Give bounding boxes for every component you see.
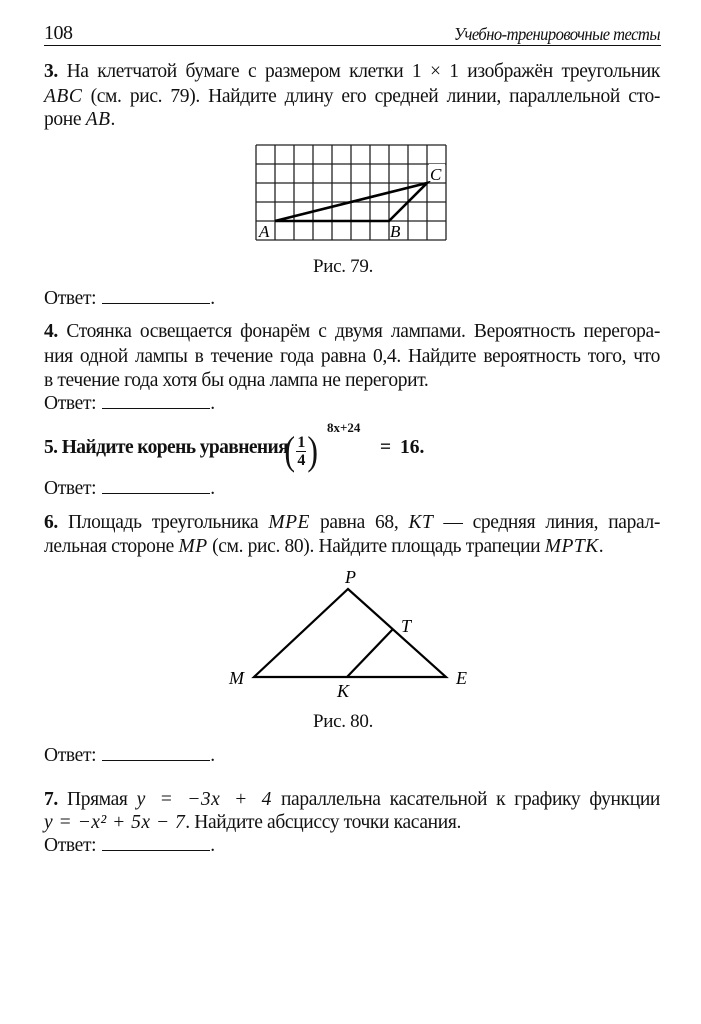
problem-number: 6.	[44, 512, 58, 533]
figure-80-triangle	[220, 560, 480, 705]
problem-3-line-3: роне AB.	[44, 109, 116, 130]
answer-line-3: Ответ: .	[44, 288, 215, 309]
problem-number: 4.	[44, 321, 58, 342]
problem-number: 7.	[44, 789, 58, 810]
problem-4-line-2: ния одной лампы в течение года равна 0,4. Найдите вероятность того, что	[44, 346, 660, 367]
problem-number: 5.	[44, 437, 58, 458]
midline-kt	[347, 629, 393, 677]
label-c: C	[430, 165, 442, 184]
figure-79-grid	[250, 140, 455, 250]
problem-6-line-2: лельная стороне MP (см. рис. 80). Найдите площадь трапеции MPTK.	[44, 536, 604, 557]
header-rule	[44, 45, 661, 46]
equation-exponent: 8x+24	[327, 420, 361, 435]
answer-line-7: Ответ: .	[44, 835, 215, 856]
answer-line-5: Ответ: .	[44, 478, 215, 499]
answer-line-4: Ответ: .	[44, 393, 215, 414]
problem-4-line-3: в течение года хотя бы одна лампа не перегорит.	[44, 370, 429, 391]
label-k: K	[337, 681, 350, 701]
label-p: P	[345, 567, 356, 587]
answer-blank-4[interactable]	[102, 392, 210, 409]
label-a: A	[259, 222, 270, 241]
problem-5-line-1: 5. Найдите корень уравнения	[44, 437, 289, 458]
figure-80-caption: Рис. 80.	[313, 711, 374, 732]
answer-line-6: Ответ: .	[44, 745, 215, 766]
answer-blank-6[interactable]	[102, 744, 210, 761]
problem-6-line-1: 6. Площадь треугольника MPE равна 68, KT — средняя линия, парал-	[44, 512, 660, 533]
equation-base: ( $\frac{1}{4}$ )	[284, 428, 319, 473]
equation-rhs: = 16.	[380, 437, 425, 458]
label-b: B	[390, 222, 401, 241]
triangle-mpe	[254, 589, 446, 677]
problem-7-line-2: y = −x² + 5x − 7. Найдите абсциссу точки касания.	[44, 812, 461, 833]
label-m: M	[229, 668, 244, 688]
answer-blank-5[interactable]	[102, 477, 210, 494]
running-title: Учебно-тренировочные тесты	[453, 24, 660, 44]
page-number: 108	[44, 22, 73, 44]
figure-79-caption: Рис. 79.	[313, 256, 374, 277]
problem-3-line-1: 3. На клетчатой бумаге с размером клетки 1 × 1 изображён треугольник	[44, 61, 660, 82]
problem-7-line-1: 7. Прямая y = −3x + 4 параллельна касательной к графику функции	[44, 789, 660, 810]
label-e: E	[456, 668, 467, 688]
answer-blank-7[interactable]	[102, 834, 210, 851]
label-t: T	[401, 616, 412, 636]
answer-blank-3[interactable]	[102, 287, 210, 304]
problem-4-line-1: 4. Стоянка освещается фонарём с двумя лампами. Вероятность перегора-	[44, 321, 660, 342]
problem-number: 3.	[44, 61, 58, 82]
problem-3-line-2: ABC (см. рис. 79). Найдите длину его средней линии, параллельной сто-	[44, 86, 660, 107]
